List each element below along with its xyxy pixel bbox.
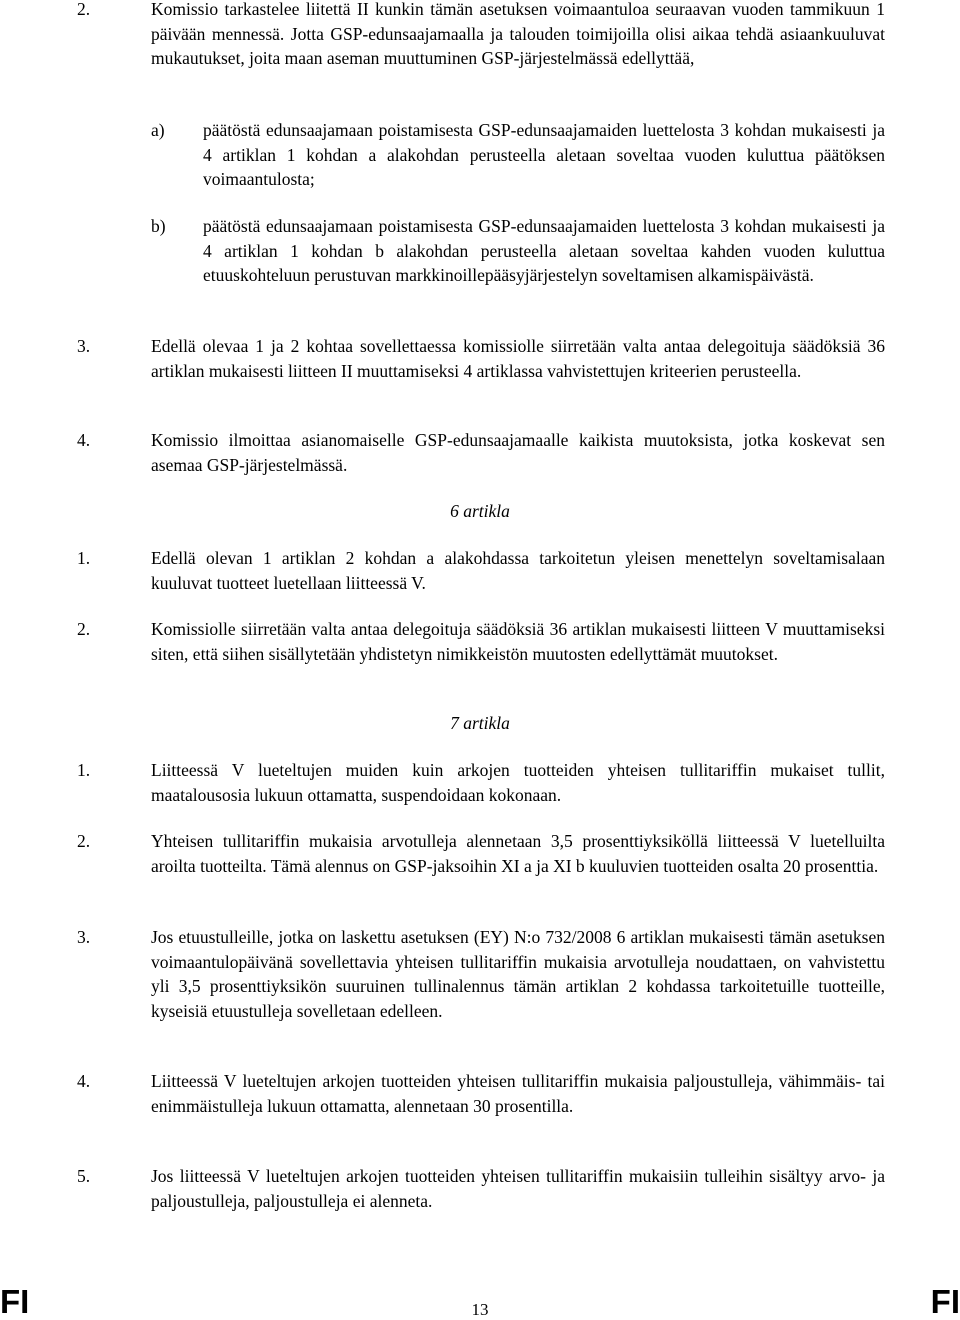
paragraph-number: 2. bbox=[77, 831, 91, 851]
paragraph-text: Jos etuustulleille, jotka on laskettu asetuksen (EY) N:o 732/2008 6 artiklan mukaisesti tämän asetuksen voimaantulopäivänä sovellettavia yhteisen tullitariffin mukaisia arvotulleja noudattaen, on vahvistettu yli 3,5 prosenttiyksikön suuruinen tullinalennus tämän artiklan 2 kohdassa tarkoitetuille tuotteille, kyseisiä etuustulleja sovelletaan edelleen. bbox=[151, 927, 885, 1021]
sub-item-text: päätöstä edunsaajamaan poistamisesta GSP-edunsaajamaiden luettelosta 3 kohdan mukaisesti ja 4 artiklan 1 kohdan b alakohdan perusteella aletaan soveltaa kahden vuoden kuluttua etuuskohteluun perustuvan markkinoillepääsyjärjestelyn soveltamisen alkamispäivästä. bbox=[203, 216, 885, 285]
footer-language-left: FI bbox=[0, 1283, 30, 1320]
paragraph-number: 4. bbox=[77, 430, 91, 450]
paragraph-number: 1. bbox=[77, 760, 91, 780]
paragraph-text: Yhteisen tullitariffin mukaisia arvotulleja alennetaan 3,5 prosenttiyksiköllä liitteessä V luetelluilta aroilta tuotteilta. Tämä alennus on GSP-jaksoihin XI a ja XI b kuuluvien tuotteiden osalta 20 prosenttia. bbox=[151, 831, 885, 876]
article-heading: 7 artikla bbox=[450, 713, 510, 733]
paragraph-text: Komissio ilmoittaa asianomaiselle GSP-edunsaajamaalle kaikista muutoksista, jotka koskevat sen asemaa GSP-järjestelmässä. bbox=[151, 430, 885, 475]
article-heading: 6 artikla bbox=[450, 501, 510, 521]
paragraph-text: Edellä olevaa 1 ja 2 kohtaa sovellettaessa komissiolle siirretään valta antaa delegoituja säädöksiä 36 artiklan mukaisesti liitteen II muuttamiseksi 4 artiklassa vahvistettujen kriteerien perusteella. bbox=[151, 336, 885, 381]
paragraph-text: Komissiolle siirretään valta antaa delegoituja säädöksiä 36 artiklan mukaisesti liitteen V muuttamiseksi siten, että siihen sisällytetään yhdistetyn nimikkeistön muutosten edellyttämät muutokset. bbox=[151, 619, 885, 664]
paragraph-number: 3. bbox=[77, 336, 91, 356]
footer-language-right: FI bbox=[930, 1283, 960, 1320]
page-number: 13 bbox=[471, 1300, 489, 1319]
paragraph-text: Liitteessä V lueteltujen muiden kuin arkojen tuotteiden yhteisen tullitariffin mukaiset tullit, maatalousosia lukuun ottamatta, suspendoidaan kokonaan. bbox=[151, 760, 885, 805]
paragraph-number: 2. bbox=[77, 0, 91, 19]
sub-item-label: b) bbox=[151, 216, 166, 236]
paragraph-number: 1. bbox=[77, 548, 91, 568]
paragraph-number: 3. bbox=[77, 927, 91, 947]
paragraph-text: Edellä olevan 1 artiklan 2 kohdan a alakohdassa tarkoitetun yleisen menettelyn soveltamisalaan kuuluvat tuotteet luetellaan liitteessä V. bbox=[151, 548, 885, 593]
paragraph-text: Jos liitteessä V lueteltujen arkojen tuotteiden yhteisen tullitariffin mukaisiin tulleihin sisältyy arvo- ja paljoustulleja, paljoustulleja ei alenneta. bbox=[151, 1166, 885, 1211]
paragraph-text: Liitteessä V lueteltujen arkojen tuotteiden yhteisen tullitariffin mukaisia paljoustulleja, vähimmäis- tai enimmäistulleja lukuun ottamatta, alennetaan 30 prosentilla. bbox=[151, 1071, 885, 1116]
paragraph-number: 5. bbox=[77, 1166, 91, 1186]
sub-item-text: päätöstä edunsaajamaan poistamisesta GSP-edunsaajamaiden luettelosta 3 kohdan mukaisesti ja 4 artiklan 1 kohdan a alakohdan perusteella aletaan soveltaa vuoden kuluttua päätöksen voimaantulosta; bbox=[203, 120, 885, 189]
paragraph-number: 4. bbox=[77, 1071, 91, 1091]
paragraph-text: Komissio tarkastelee liitettä II kunkin tämän asetuksen voimaantuloa seuraavan vuoden tammikuun 1 päivään mennessä. Jotta GSP-edunsaajamaalla ja talouden toimijoilla olisi aikaa tehdä asiaankuuluvat mukautukset, joita maan aseman muuttuminen GSP-järjestelmässä edellyttää, bbox=[151, 0, 885, 68]
sub-item-label: a) bbox=[151, 120, 165, 140]
paragraph-number: 2. bbox=[77, 619, 91, 639]
